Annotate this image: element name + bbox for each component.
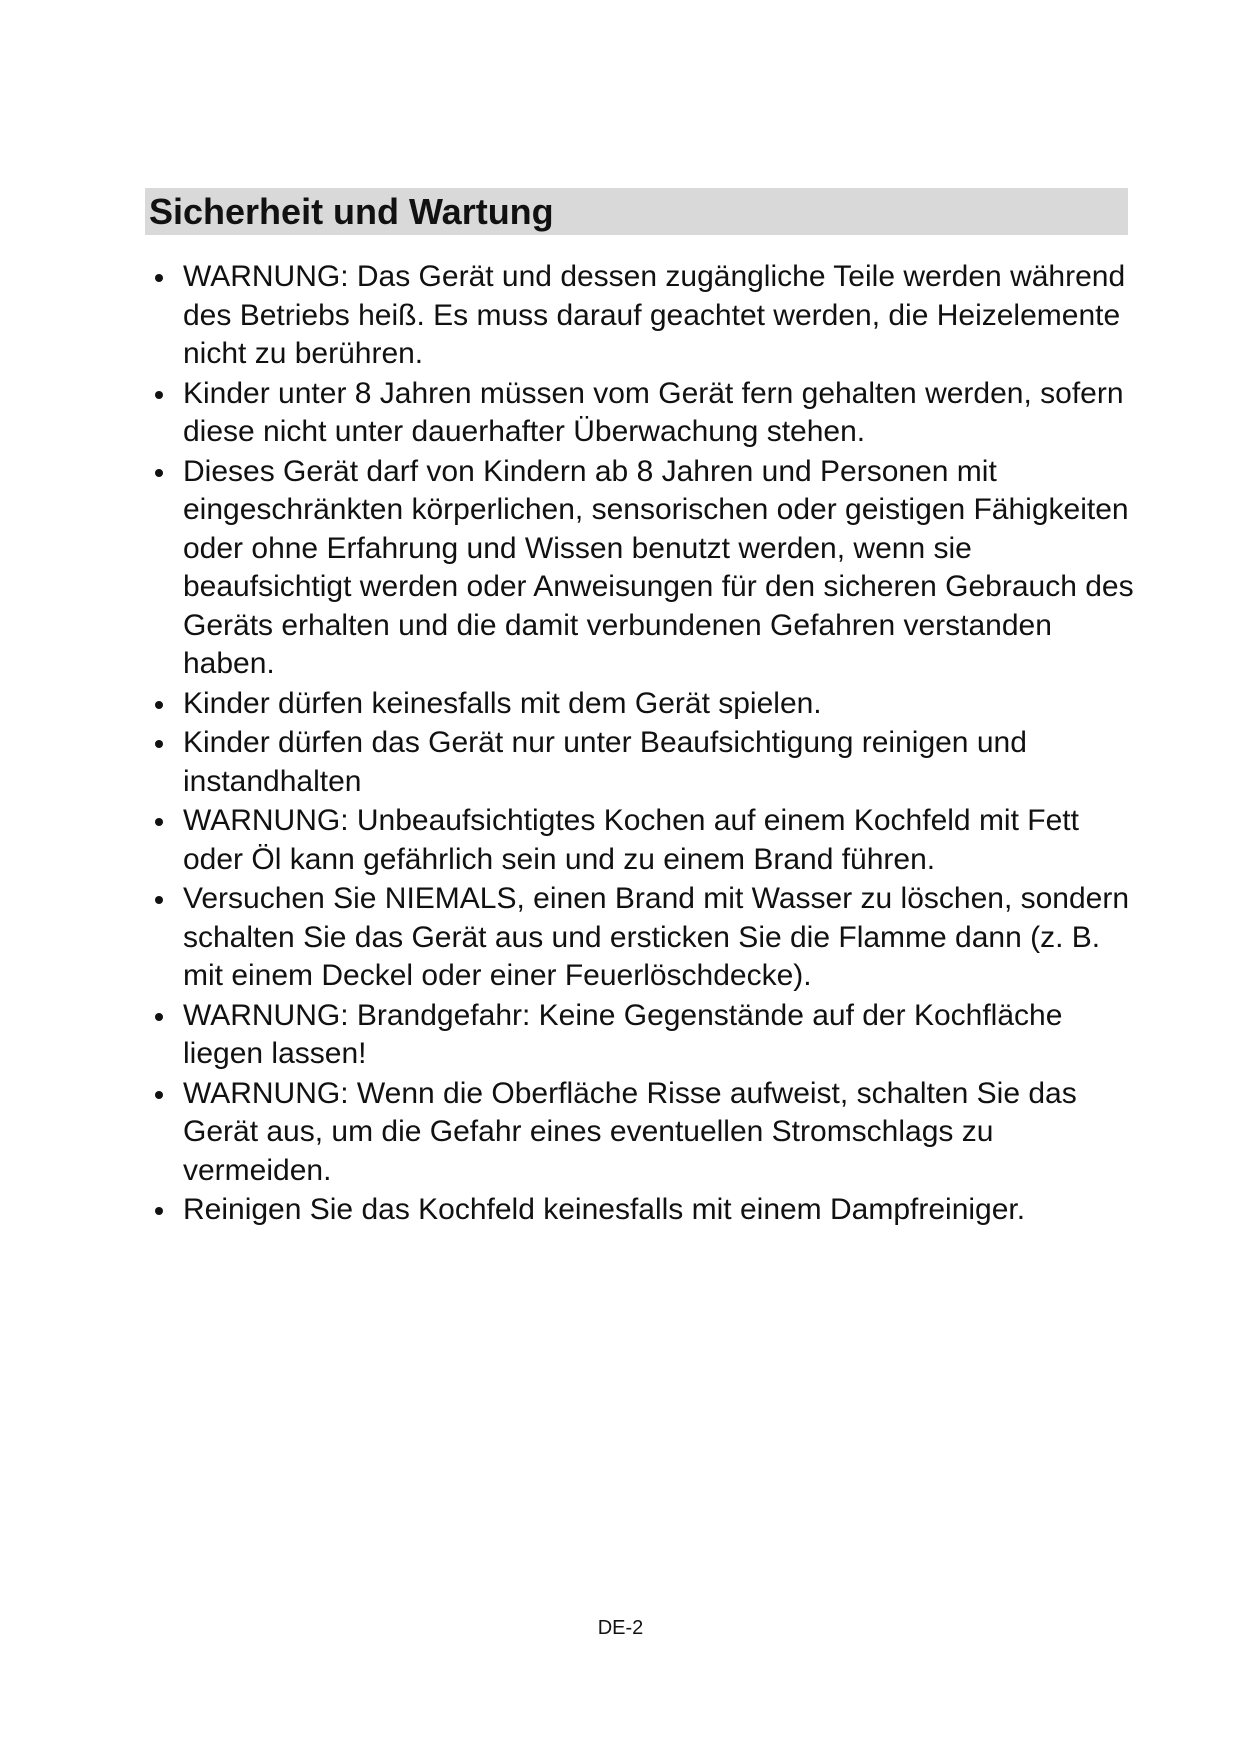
list-item-text: Dieses Gerät darf von Kindern ab 8 Jahren und Personen mit eingeschränkten körperlichen, sensorischen oder geistigen Fähigkeiten oder ohne Erfahrung und Wissen benutzt werden, wenn sie beaufsichtigt werden oder Anweisungen für den sicheren Gebrauch des Geräts erhalten und die damit verbundenen Gefahren verstanden haben. bbox=[183, 454, 1134, 680]
list-item-text: WARNUNG: Brandgefahr: Keine Gegenstände auf der Kochfläche liegen lassen! bbox=[183, 998, 1063, 1070]
list-item bbox=[150, 453, 1140, 684]
bullet-icon bbox=[155, 740, 163, 748]
bullet-icon bbox=[155, 896, 163, 904]
list-item bbox=[150, 1191, 1140, 1230]
bullet-icon bbox=[155, 1207, 163, 1215]
bullet-icon bbox=[155, 1013, 163, 1021]
list-item-text: Kinder dürfen das Gerät nur unter Beaufsichtigung reinigen und instandhalten bbox=[183, 726, 1027, 798]
list-item-text: Reinigen Sie das Kochfeld keinesfalls mit einem Dampfreiniger. bbox=[183, 1193, 1026, 1226]
list-item bbox=[150, 258, 1140, 374]
list-item-text: WARNUNG: Wenn die Oberfläche Risse aufweist, schalten Sie das Gerät aus, um die Gefahr eines eventuellen Stromschlags zu vermeiden. bbox=[183, 1076, 1077, 1187]
page-number: DE-2 bbox=[597, 1617, 644, 1639]
list-item-text: Kinder unter 8 Jahren müssen vom Gerät fern gehalten werden, sofern diese nicht unter dauerhafter Überwachung stehen. bbox=[183, 376, 1124, 448]
list-item bbox=[150, 724, 1140, 801]
section-heading: Sicherheit und Wartung bbox=[145, 188, 1128, 235]
bullet-icon bbox=[155, 391, 163, 399]
list-item bbox=[150, 1075, 1140, 1191]
list-item bbox=[150, 880, 1140, 996]
bullet-icon bbox=[155, 469, 163, 477]
list-item-text: Kinder dürfen keinesfalls mit dem Gerät spielen. bbox=[183, 686, 822, 720]
list-item-text: Versuchen Sie NIEMALS, einen Brand mit Wasser zu löschen, sondern schalten Sie das Gerät aus und ersticken Sie die Flamme dann (z. B. mit einem Deckel oder einer Feuerlöschdecke). bbox=[183, 882, 1130, 992]
bullet-icon bbox=[155, 1091, 163, 1099]
list-item bbox=[150, 375, 1140, 452]
bullet-icon bbox=[155, 818, 163, 826]
bullet-icon bbox=[155, 274, 163, 282]
list-item bbox=[150, 685, 1140, 724]
safety-bullet-list bbox=[150, 258, 1140, 1231]
bullet-icon bbox=[155, 701, 163, 709]
list-item-text: WARNUNG: Unbeaufsichtigtes Kochen auf einem Kochfeld mit Fett oder Öl kann gefährlich sein und zu einem Brand führen. bbox=[183, 804, 1079, 876]
list-item-text: WARNUNG: Das Gerät und dessen zugängliche Teile werden während des Betriebs heiß. Es muss darauf geachtet werden, die Heizelemente nicht zu berühren. bbox=[183, 260, 1126, 370]
list-item bbox=[150, 802, 1140, 879]
list-item bbox=[150, 997, 1140, 1074]
